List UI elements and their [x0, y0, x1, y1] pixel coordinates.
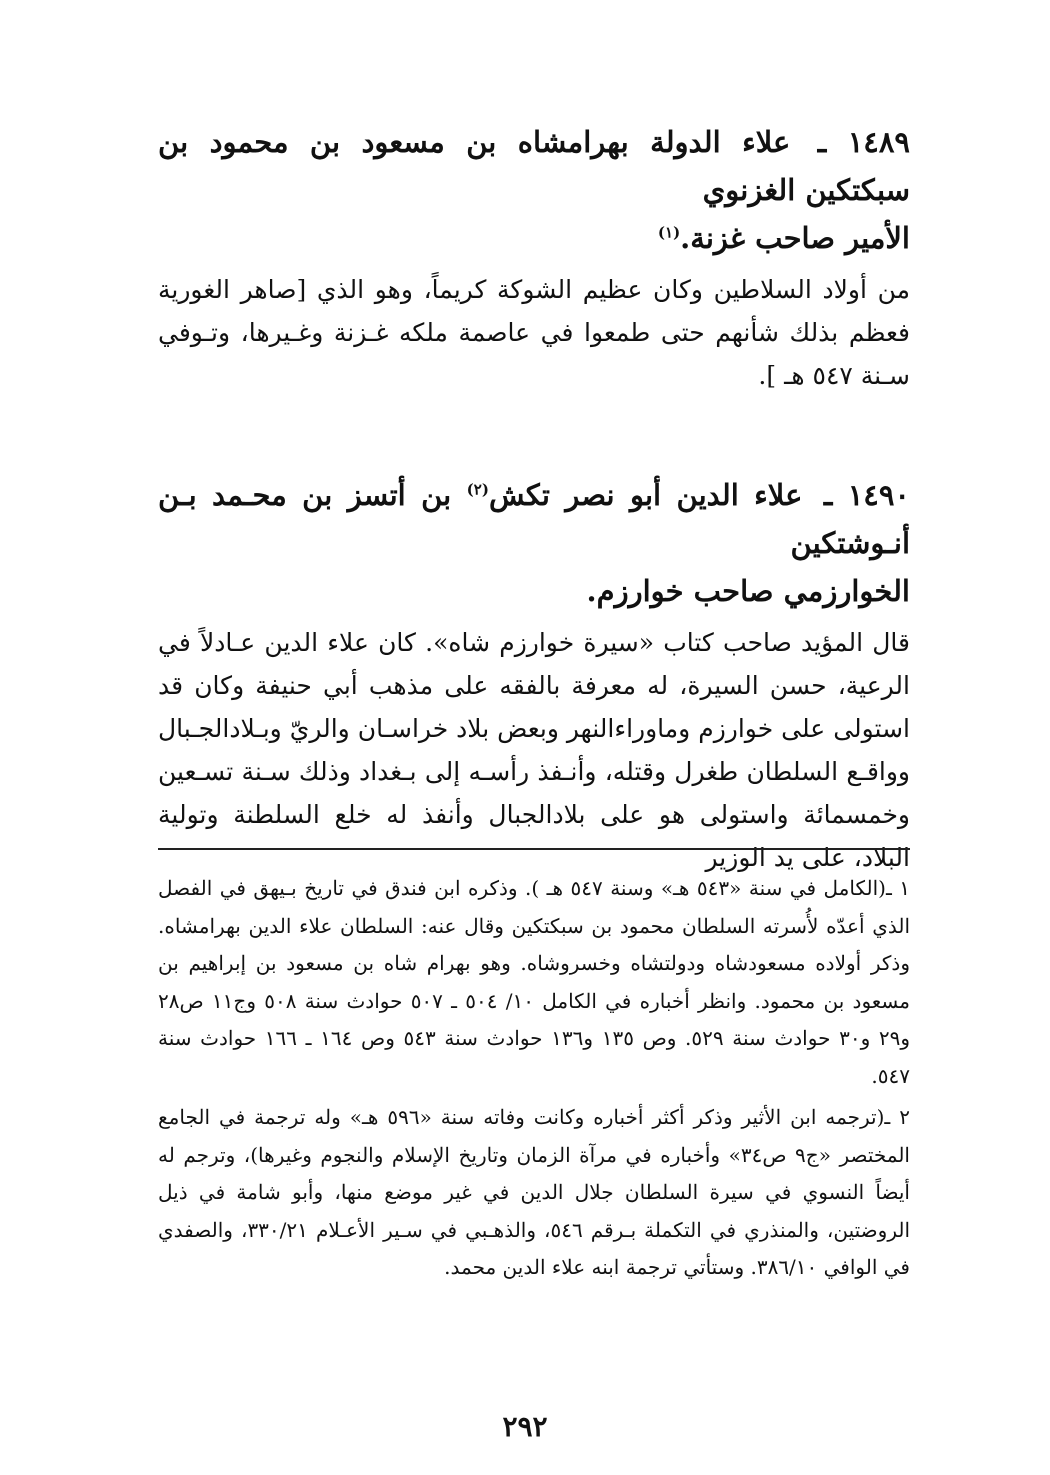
main-text	[158, 118, 910, 879]
page-number: ٢٩٢	[502, 1410, 548, 1443]
footnote-ref[interactable]: (٢)	[466, 480, 489, 499]
entry-title: علاء الدولة بهرامشاه بن مسعود بن محمود بن سبكتكين الغزنوي	[158, 125, 910, 207]
footnotes	[158, 870, 910, 1291]
entry-title-line2	[158, 214, 910, 262]
entry-body: قال المؤيد صاحب كتاب «سيرة خوارزم شاه». كان علاء الدين عـادلاً في الرعية، حسن السيرة، له معرفة بالفقه على مذهب أبي حنيفة وكان قد استولى على خوارزم وماوراءالنهر وبعض بلاد خراسـان والريّ وبـلادالجـبال وواقـع السلطان طغرل وقتله، وأنـفذ رأسـه إلى بـغداد وذلك سـنة تسـعين وخمسمائة واستولى هو على بلادالجبال وأنفذ له خلع السلطنة وتولية البلاد، على يد الوزير	[158, 628, 910, 872]
entry-title-continued: بن أتسز بن محـمد بـن أنـوشتكين	[158, 478, 910, 560]
entry-body: من أولاد السلاطين وكان عظيم الشوكة كريماً، وهو الذي [صاهر الغورية فعظم بذلك شأنهم حتى طمعوا في عاصمة ملكه غـزنة وغـيرها، وتـوفي سـنة ٥٤٧ هـ ].	[158, 275, 910, 390]
entry-1490	[158, 471, 910, 879]
footnote-1: ١ ـ(الكامل في سنة «٥٤٣ هـ» وسنة ٥٤٧ هـ ). وذكره ابن فندق في تاريخ بـيهق في الفصل الذي أعدّه لأُسرته السلطان محمود بن سبكتكين وقال عنه: السلطان علاء الدين بهرامشاه. وذكر أولاده مسعودشاه ودولتشاه وخسروشاه. وهو بهرام شاه بن مسعود بن إبراهيم بن مسعود بن محمود. وانظر أخباره في الكامل ١٠/ ٥٠٤ ـ ٥٠٧ حوادث سنة ٥٠٨ وج١١ ص٢٨ و٢٩ و٣٠ حوادث سنة ٥٢٩. وص ١٣٥ و١٣٦ حوادث سنة ٥٤٣ وص ١٦٤ ـ ١٦٦ حوادث سنة ٥٤٧.	[158, 876, 911, 1088]
entry-number: ١٤٩٠ ـ	[823, 478, 911, 512]
footnote-ref[interactable]: (١)	[657, 223, 681, 242]
entry-title: علاء الدين أبو نصر تكش	[488, 478, 803, 512]
footnote-separator	[158, 848, 910, 850]
entry-heading	[158, 471, 910, 615]
entry-1489	[158, 118, 910, 397]
entry-title-continued: الأمير صاحب غزنة.	[680, 221, 910, 255]
entry-heading	[158, 118, 910, 262]
footnote-2: ٢ ـ(ترجمه ابن الأثير وذكر أكثر أخباره وكانت وفاته سنة «٥٩٦ هـ» وله ترجمة في الجامع المختصر «ج٩ ص٣٤» وأخباره في مرآة الزمان وتاريخ الإسلام والنجوم وغيرها)، وترجم له أيضاً النسوي في سيرة السلطان جلال الدين في غير موضع منها، وأبو شامة في ذيل الروضتين، والمنذري في التكملة بـرقم ٥٤٦، والذهـبي في سـير الأعـلام ٣٣٠/٢١، والصفدي في الوافي ٣٨٦/١٠. وستأتي ترجمة ابنه علاء الدين محمد.	[158, 1105, 911, 1279]
entry-number: ١٤٨٩ ـ	[817, 125, 911, 159]
entry-title-line2: الخوارزمي صاحب خوارزم.	[586, 574, 910, 608]
